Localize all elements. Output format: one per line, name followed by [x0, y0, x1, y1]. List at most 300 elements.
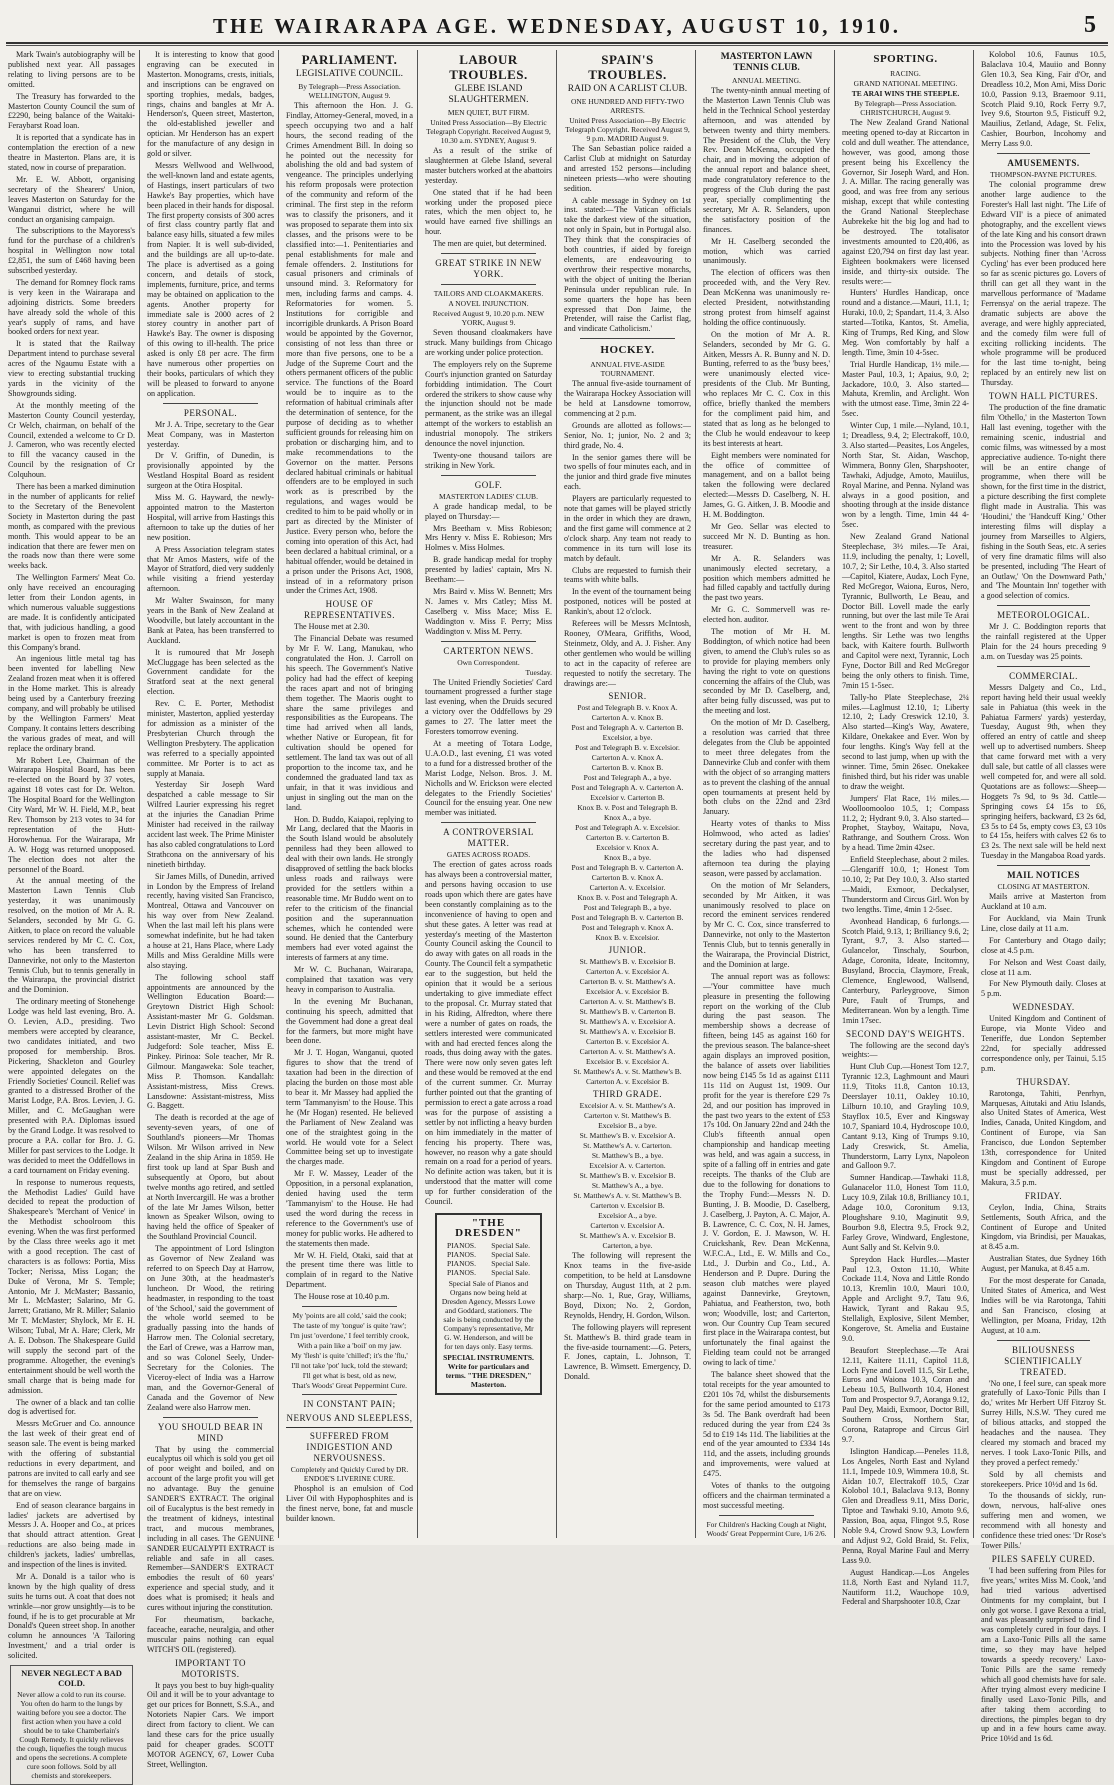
mail-paragraph: Mails arrive at Masterton from Auckland at 10 a.m. — [981, 892, 1106, 912]
tennis-paragraph: The balance sheet showed that the total receipts for the year amounted to £201 10s 7d, whilst the disbursements for the same period amounted to £173 3s 5d. The Bank overdraft had been reduced during the year from £24 3s 5d to £19 14s 11d. The liabilities at the end of the year amounted to £334 14s 11d, and the assets, including grounds and improvements, were valued at £475. — [703, 1370, 830, 1479]
dresden-lines — [441, 1239, 536, 1279]
race-result: Trial Hurdle Handicap, 1½ mile.—Master Paul, 10.3, 1; Apaius, 9.0, 2; Jackadore, 10.0, 3. Also started—Mahuta, Kremlin, and Arclight. Won with the utmost ease. Time, 3min 22 4-5sec. — [842, 359, 969, 419]
section-rule — [441, 253, 536, 254]
draw-line: Carterton A. v. St. Matthew's B. — [579, 997, 676, 1007]
news-paragraph: Mr. E. W. Abbott, organising secretary of the Shearers' Union, leaves Masterton on Saturday for the Wanganui district, where he will conduct an organising campaign. — [8, 174, 135, 224]
news-paragraph: The subscriptions to the Mayoress's fund for the purchase of a children's hospital in Wellington now total £2,851, the sum of £468 having been subscribed yesterday. — [8, 226, 135, 276]
col2-paragraphs — [147, 50, 274, 399]
draw-line: Excelsior A. v. Carterton. — [589, 1161, 666, 1171]
gates-paragraph: The erection of gates across roads has always been a controversial matter, and persons having occasion to use roads upon which there are gates have been constantly complaining as to the inconvenience of having to open and shut these gates. A letter was read at yesterday's meeting of the Masterton County Council asking the Council to do away with gates on all roads in the County. The Council felt a sympathetic ear to the suggestion, but held the opinion that it would be a serious undertaking to give immediate effect to the proposal. Cr. Murray stated that in his Riding, Alfredton, where there were a number of gates on roads, the settlers interested were communicated with and had erected fences along the roads, thus doing away with the gates. There were now only seven gates left and these would be removed at the end of the current summer. Cr. Murray further pointed out that the granting of permission to erect a gate across a road was for the purpose of assisting a settler by not inflicting a heavy burden on him immediately in the matter of fencing his property. There was, however, no reason why a gate should remain on a road for a period of years. No definite action was taken, but it is understood that the matter will come up for further consideration of the Council. — [425, 860, 553, 1207]
men-quiet-heading: MEN QUIET, BUT FIRM. — [447, 108, 530, 117]
draw-line: Knox B. v. Post and Telegraph B. — [577, 803, 678, 813]
constant-pain-heading: IN CONSTANT PAIN; — [303, 1399, 396, 1410]
carlist-raid-heading: RAID ON A CARLIST CLUB. — [567, 84, 688, 94]
verse-line: I'm just 'overdone,' I feel terribly crook, — [289, 1331, 409, 1341]
verse-line: My 'flesh' is quite 'chilled'; it's the 'flu,' — [291, 1351, 408, 1361]
tennis-paragraph: On the motion of Mr A. R. Selanders, seconded by Mr G. G. Aitken, Messrs A. R. Bunny and N. D. Bunting, referred to as the 'busy bees,' were unanimously elected vice-presidents of the Club. Mr Bunting, who replaces Mr C. C. Cox in this office, briefly thanked the members for the compliment paid him, and stated that as long as he belonged to the Club he would endeavour to keep its best interests at heart. — [703, 329, 830, 448]
sporting-heading: SPORTING. — [873, 53, 938, 65]
draw-line: Post and Telegraph A. v. Carterton B. — [571, 723, 684, 733]
strike-paragraph: Twenty-one thousand tailors are striking in New York. — [425, 450, 552, 470]
eucalyptus-ad-title: YOU SHOULD BEAR IN MIND — [157, 1421, 264, 1443]
hockey-heading: HOCKEY. — [600, 344, 655, 357]
town-hall-paragraph: The production of the fine dramatic film 'Othello,' in the Masterton Town Hall last evening, together with the remaining scenic, industrial and comic films, was witnessed by a most appreciative audience. To-night there will be an entire change of programme, when there will be shown, for the first time in the district, a picture describing the first complete flight made in Australia. This was 'Houdini,' the 'Handcuff King.' Other interesting films will display a journey from Marseilles to Algiers, fishing in the South Seas, etc. A series of very fine dramatic films will also be presented, including 'The Heart of an Outlaw,' 'On the Downward Path,' and 'The Mountain Inn' together with a good selection of comics. — [981, 403, 1106, 601]
commercial-report: Messrs Dalgety and Co., Ltd., report having held their usual weekly sale in Pahiatua (this week in the Pahiatua Farmers' yards) yesterday, Tuesday, August 9th, when they offered an entry of cattle and sheep well up to advertised numbers. Sheep that came forward met with a very dull sale, but cattle of all classes were well competed for, and were all sold. Quotations are as follows:—Sheep—Hoggets 7s 9d, to 9s 3d. Cattle—Springing cows £4 15s to £6, springing heifers, backward, £3 2s 6d, £3 5s to £4 5s, empty cows £3, £3 10s to £4 15s, heifers with calves £2 6s to £3 2s. The next sale will be held next Tuesday in the Mangaboa Road yards. — [981, 682, 1106, 861]
news-paragraph: Mark Twain's autobiography will be published next year. All passages relating to living persons are to be omitted. — [8, 50, 135, 89]
mail-paragraph: For Nelson and West Coast daily, close at 11 a.m. — [981, 957, 1106, 977]
controversial-heading: A CONTROVERSIAL MATTER. — [443, 827, 534, 849]
spain-byline: United Press Association—By Electric Telegraph Copyright. Received August 9, 9 p.m. MADRID August 9. — [565, 116, 690, 143]
hockey-paragraphs — [564, 379, 691, 688]
draw-line: Excelsior v. Knox A. — [596, 843, 659, 853]
personal-paragraph: The following school staff appointments are announced by the Wellington Education Board:—Greytown District High School: Assistant-master Mr G. Goldsman. Levin District High School: Second assistant-master, Mr C. Beckel. Judgeford: Sole teacher, Miss E. Pinkey. Pirinoa: Sole teacher, Mr R. Gilmour. Mangaweka: Sole teacher, Miss P. Thomson. Kandallah: Assistant-mistress, Miss Crews. Lansdowne: Assistant-mistress, Miss G. Baggett. — [147, 972, 274, 1111]
thursday-heading: THURSDAY. — [1016, 1076, 1071, 1087]
news-paragraph: An ingenious little metal tag has been invented for labelling New Zealand frozen meat when it is offered in the Home market. This is already being used by a Canterbury freezing company, and will probably be utilised by the Wellington Farmers' Meat Company. It contains letters describing the various grades of meat, and will replace the ordinary brand. — [8, 654, 135, 753]
column-4 — [421, 50, 556, 1538]
strike-paragraph: The employers rely on the Supreme Court's injunction granted on Saturday forbidding intimidation. The Court ordered the strikers to show cause why the injunction should not be made permanent, as the strike was an illegal attempt of the workers to establish an industrial monopoly. The strikers denounce the novel injunction. — [425, 359, 552, 449]
column-1 — [4, 50, 139, 1780]
news-paragraph: The Treasury has forwarded to the Masterton County Council the sum of £2290, being balance of the Waitaki-Feraybarst Road loan. — [8, 91, 135, 131]
weights-paragraph: Islington Handicap.—Peneles 11.8, Los Angeles, North East and Nyland 11.1, Impede 10.9, Wimmera 10.8, St. Aidan 10.7, Electrakoff 10.5, Czar Kolobol 10.1, Balaclava 9.13, Bonny Glen and Dreadless 9.11, Miss Doric, Tiptoe and Tawhaki 9.10, Amoto 9.6, Passion, Boa, aqua, Flingot 9.5, Rose Noble 9.4, Crowd Snow 9.3, Lowfern and Adjust 9.2, Gold Braid, St. Felix, Penna, Royal Marine Faul and Merry Lass 9.0. — [842, 1446, 969, 1565]
wednesday-mail: United Kingdom and Continent of Europe, via Monte Video and Teneriffe, due London September 22nd, for specially addressed correspondence only, per Tainui, 5.15 p.m. — [981, 1014, 1106, 1073]
hockey-paragraph: The annual five-aside tournament of the Wairarapa Hockey Association will be held at Lansdowne tomorrow, commencing at 2 p.m. — [564, 379, 691, 418]
race-result: Avonhead Handicap, 6 furlongs.—Scotch Plaid, 9.13, 1; Brilliancy 9.6, 2; Tyrant, 9.7, 3. Also started—Gulancelor, Tinschaly, Sourbon, Adage, Coronita, Ideate, Incitomny, Busyland, Broccia, Claymore, Freak, Clemence, Englewood, Wallsend, Canterbury, Parleygroove, Simon Pure, Fault of Trumps, and Mediterranean. Won by a length. Time 1min 17sec. — [842, 916, 969, 1025]
golf-heading: GOLF. — [474, 479, 503, 490]
dresden-pianos — [447, 1241, 476, 1277]
meteorological-heading: METEOROLOGICAL. — [997, 610, 1090, 621]
dresden-piano-line: PIANOS. — [447, 1249, 476, 1259]
draw-line: Excelsior A. v. Excelsior B. — [585, 987, 670, 997]
dresden-sale-line: Special Sale. — [491, 1249, 530, 1259]
race-result: The New Zealand Grand National meeting opened to-day at Riccarton in cold and dull weather. The attendance, however, was good, among those present being his Excellency the Governor, Sir Joseph Ward, and Hon. J. A. Millar. The racing generally was good, and was free from any serious mishap, except that while contesting the Grand National Steeplechase Aubrekeke hit the big log and had to be destroyed. The totalisator investments amounted to £20,406, as against £20,794 on first day last year. Eighteen bookmakers were licensed inside, and thirty-six outside. The results were:— — [842, 118, 969, 286]
race-result: Jumpers' Flat Race, 1½ miles.—Woolloomooloo 10.5, 1; Compass 11.2, 2; Hydrant 9.0, 3. Also started—Prophet, Stayboy, Waitapu, Nova, Rathrange, and Southern Cross. Won by a head. Time 2min 42sec. — [842, 793, 969, 853]
section-rule — [997, 666, 1090, 667]
carterton-paragraph: At a meeting of Totara Lodge, U.A.O.D., last evening, £1 was voted to a fund for a distressed brother of the Marist Lodge, Nelson. Bros. J. M. Nicholls and W. Erickson were elected delegates to the Friendly Societies' Council for the ensuing year. One new member was initiated. — [425, 738, 552, 818]
column-7 — [838, 50, 973, 1607]
column-3 — [282, 50, 417, 1538]
golf-paragraph: A grade handicap medal, to be played on Thursday:— — [425, 501, 552, 521]
mail-paragraph: For New Plymouth daily. Closes at 5 p.m. — [981, 979, 1106, 999]
tailors-heading: TAILORS AND CLOAKMAKERS. — [433, 289, 544, 299]
friday-mail-canada: For the most desperate for Canada, United States of America, and West Indies will be via Rarotonga, Tahiti and San Francisco, closing at Wellington, per Moana, Friday, 12th August, at 10 a.m. — [981, 1276, 1106, 1335]
golf-paragraphs — [425, 502, 552, 637]
hockey-paragraph: In the event of the tournament being postponed, notices will be posted at Rankin's, about 12 o'clock. — [564, 587, 691, 617]
draw-line: Post and Telegraph v. Knox A. — [581, 923, 674, 933]
draw-line: St. Matthew's B. v. Carterton B. — [579, 1007, 676, 1017]
draw-line: Excelsior B. v. Excelsior A. — [585, 1057, 670, 1067]
arrests-heading: ONE HUNDRED AND FIFTY-TWO ARRESTS. — [570, 97, 685, 115]
draw-line: St. Matthew's A. v. Carterton. — [583, 1141, 672, 1151]
biliousness-paragraph: 'No one, I feel sure, can speak more gratefully of Laxo-Tonic Pills than I do,' writes Mr Herbert Uff Fitzroy St. Surrey Hills, N.S.W. 'They cured me of bilious attacks, and stopped the headaches and the nausea. They cleared my stomach and braced my nerves. I took Laxo-Tonic Pills, and they proved a perfect remedy.' — [981, 1378, 1106, 1467]
draw-line: Carterton B. v. Carterton B. — [585, 833, 670, 843]
weights-paragraph: Hunt Club Cup.—Honest Tom 12.7, Tyrannic 12.3, Laghmount and Mauri 11.9, Titoks 11.8, Canton 10.13, Deerslayer 10.11, Oakley 10.10, Lilburn 10.10, and Grayling 10.9, Stayflox 10.5, Ever and Kingsway 10.7, Spaniard 10.4, Hydroscope 10.0, Cantant 9.13, King of Trumps 9.10, Lady Creswick, St. Amelia, Thunderstorm, Larry Lynx, Napoleon and Galloon 9.7. — [842, 1062, 969, 1171]
draw-line: Carterton, a bye. — [602, 1241, 653, 1251]
third-grade-heading: THIRD GRADE. — [593, 1089, 662, 1100]
masthead-rule — [6, 42, 1108, 44]
carterton-correspondent: Own Correspondent. — [457, 657, 520, 667]
labour-paragraph: The men are quiet, but determined. — [433, 239, 547, 249]
closing-heading: CLOSING AT MASTERTON. — [997, 882, 1090, 892]
new-york-strike-heading: GREAT STRIKE IN NEW YORK. — [435, 258, 542, 280]
labour-paragraph: As a result of the strike of slaughtermen at Glebe Island, several master butchers worked at the abattoirs yesterday. — [425, 146, 552, 185]
piles-heading: PILES SAFELY CURED. — [991, 1553, 1096, 1564]
masthead — [0, 10, 1114, 44]
news-paragraph: End of season clearance bargains in ladies' jackets are advertised by Messrs J. A. Hooper and Co., at prices that should attract attention. Great reductions are also being made in children's jackets, ladies' umbrellas, and inspection of the lines is invited. — [8, 1500, 135, 1570]
column-2 — [143, 50, 278, 1769]
masthead-title: THE WAIRARAPA AGE. WEDNESDAY, AUGUST 10, 1910. — [212, 14, 902, 38]
divider — [286, 1427, 413, 1428]
phosphol-text: Phosphol is an emulsion of Cod Liver Oil with Hypophosphites and is the finest nerve, bone, fat and muscle builder known. — [286, 1484, 413, 1523]
column-rule — [278, 50, 279, 1538]
tennis-paragraph: The twenty-ninth annual meeting of the Masterton Lawn Tennis Club was held in the Technical School yesterday afternoon, and was attended by between twenty and thirty members. The President of the Club, the Very Rev. Dean McKenna, occupied the chair, and in moving the adoption of the annual report and balance sheet, made congratulatory reference to the progress of the Club during the past year, specially complimenting the secretary, Mr A. R. Selanders, upon the satisfactory position of the finances. — [703, 86, 830, 234]
draw-line: Excelsior B., a bye. — [598, 1121, 657, 1131]
racing-heading: RACING. — [890, 69, 921, 78]
labour-byline: United Press Association—By Electric Telegraph Copyright. Received August 9, 10.30 a.m. SYDNEY, August 9. — [426, 118, 551, 145]
nervous-heading: NERVOUS AND SLEEPLESS, — [286, 1413, 413, 1424]
verse-line: My 'points are all cold,' said the cook; — [292, 1311, 407, 1321]
draw-line: Excelsior A. v. St. Matthew's A. — [579, 1101, 676, 1111]
parliament-byline: By Telegraph—Press Association. WELLINGTON, August 9. — [298, 82, 401, 100]
labour-paragraph: One stated that if he had been working under the proposed piece rates, which the men object to, he would have earned five shillings an hour. — [425, 187, 552, 237]
strike-paragraphs — [425, 328, 552, 471]
annual-meeting-heading: ANNUAL MEETING. — [732, 76, 801, 85]
golf-subheading: MASTERTON LADIES' CLUB. — [439, 491, 538, 501]
personal-paragraph: Rev. C. E. Porter, Methodist minister, Masterton, applied yesterday for admission as a minister of the Presbyterian Church through the Wellington Presbytery. The application was referred to a specially appointed committee. Mr Porter is to act as supply at Manaia. — [147, 699, 274, 778]
personal-paragraphs — [147, 420, 274, 1413]
news-paragraph: The ordinary meeting of Stonehenge Lodge was held last evening, Bro. A. O. Levien, A.D., presiding. Two members were accepted by clearance, two candidates initiated, and two proposed for membership. Bros. Pickering, Shackleton and Gourley were appointed delegates on the Friendly Societies' Council. Relief was granted to a distressed Brother of the Marist Lodge, P.A. Bros. Levien, J. G. Miller, and C. McGaughan were presented with P.A. Diplomas issued by the Grand Lodge. It was resolved to procure a P.A. collar for Bro. J. G. Miller for past services to the Lodge. It was decided to meet the Oddfellows in a card tournament on Friday evening. — [8, 997, 135, 1175]
column-rule — [834, 50, 835, 1538]
draw-line: Excelsior v. Carterton B. — [590, 793, 665, 803]
section-rule — [302, 1306, 397, 1307]
strike-byline: Received August 9, 10.20 p.m. NEW YORK, August 9. — [432, 309, 545, 328]
junior-heading: JUNIOR. — [608, 945, 647, 956]
draw-line: Post and Telegraph B. v. Excelsior. — [575, 743, 680, 753]
spain-paragraphs — [564, 144, 691, 334]
draw-line: Post and Telegraph A. v. Excelsior. — [575, 823, 680, 833]
thursday-mail: Rarotonga, Tahiti, Penrhyn, Marquesas, Aitutaki and Atiu Islands, also United States of America, West Indies, Canada, United Kingdom, and Continent of Europe, via San Francisco, due London September 13th, correspondence for United Kingdom and Continent of Europe must be specially addressed, per Makura, 3.5 p.m. — [981, 1088, 1106, 1187]
draw-line: Carterton A. v. St. Matthew's A. — [579, 1047, 676, 1057]
tennis-paragraph: The election of officers was then proceeded with, and the Very Rev. Dean McKenna was unanimously re-elected President, notwithstanding strong protest from himself against holding the office continuously. — [703, 268, 830, 327]
draw-line: Excelsior A., a bye. — [598, 1211, 657, 1221]
weights-paragraph: Beaufort Steeplechase.—Te Arai 12.11, Kaitere 11.11, Capitol 11.8, Loch Fyne and Lovell 11.5, Sir Lethe, Euros and Waiona 10.3, Coran and Lebeau 10.5, Bullworth 10.4, Honest Tom and Prospector 9.7, Aoranga 9.12, Paul Dey, Maidi, Exmoor, Doctor Bill, Southern Cross, Northern Star, Corona, Rataprope and Circus Girl 9.7. — [842, 1345, 969, 1444]
racing-byline: By Telegraph—Press Association. CHRISTCHURCH, August 9. — [854, 99, 957, 117]
dresden-sale-line: Special Sale. — [491, 1267, 530, 1277]
carterton-paragraphs — [425, 678, 552, 819]
draw-line: St. Matthew's A. v. Excelsior A. — [579, 1017, 676, 1027]
draw-line: Knox B. v. Excelsior. — [595, 933, 660, 943]
dresden-sales — [491, 1241, 530, 1277]
personal-paragraph: A Press Association telegram states that Mr Amos Masters, wife of the Mayor of Stratford, died very suddenly while visiting a friend yesterday afternoon. — [147, 544, 274, 594]
biliousness-paragraph: To the thousands of sickly, run-down, nervous, half-alive ones suffering men and women, we recommend with all honesty and confidence these tried ones: 'Dr Rose's Tower Pills.' — [981, 1491, 1106, 1550]
section-rule — [163, 403, 258, 404]
column-rule — [973, 50, 974, 1538]
news-paragraph: There has been a marked diminution in the number of applicants for relief to the Secretary of the Benevolent Society in Masterton during the past month, as compared with the previous month. This would appear to be an indication that there are fewer men on the roads now than there were some weeks back. — [8, 482, 135, 571]
draw-line: St. Matthew's A. v. Excelsior B. — [579, 1027, 676, 1037]
dresden-piano-line: PIANOS. — [447, 1258, 476, 1268]
section-rule — [997, 865, 1090, 866]
tennis-paragraph: Mr A. R. Selanders was unanimously elected secretary, a position which members admitted he had filled capably and tactfully during the past two years. — [703, 553, 830, 603]
race-result: Winter Cup, 1 mile.—Nyland, 10.1, 1; Dreadless, 9.4, 2; Electrakoff, 10.0, 3. Also started—Peasites, Los Angeles, North Star, St. Aidan, Waschop, Wimmera, Bonny Glen, Sharpshooter, Tawhaki, Adjudge, Amoto, Mauiilus, Royal Marine, and Penna. Nyland was always in a good position, and shooting through at the inside distance won by a length. Time, 1min 44 4-5sec. — [842, 421, 970, 530]
house-paragraph: The House rose at 10.40 p.m. — [294, 1292, 390, 1302]
section-rule — [441, 822, 536, 823]
commercial-heading: COMMERCIAL. — [1009, 670, 1078, 681]
gates-paragraphs — [425, 860, 552, 1207]
golf-paragraph: Mrs Baird v. Miss W. Bennett; Mrs N. James v. Mrs Catley; Miss M. Caselberg v. Miss Mace; Miss E. Waddington v. Miss F. Perry; Miss Waddington v. Miss M. Perry. — [425, 587, 552, 636]
draw-line: Carterton v. Excelsior B. — [590, 1201, 665, 1211]
st-matthews-team: The following players will represent St. Matthew's B. third grade team in the five-aside tournament:—G. Peters, F. Jones, captain, L. Johnson, T. Lawrence, B. Wimsett. Emergency, D. Donald. — [564, 1322, 691, 1382]
tennis-paragraphs — [703, 86, 830, 1511]
column-rule — [139, 50, 140, 1538]
personal-paragraph: Sir James Mills, of Dunedin, arrived in London by the Empress of Ireland recently, having visited San Francisco, Montreal, Ottawa and Vancouver on his way over from New Zealand. When the last mail left his plans were somewhat indefinite, but he had taken a house at 21, Hans Place, where Lady Mills and Miss Geraldine Mills were also staying. — [147, 871, 274, 970]
mail-notices-heading: MAIL NOTICES — [1007, 870, 1080, 881]
carterton-heading: CARTERTON NEWS. — [443, 645, 534, 656]
spain-paragraph: A cable message in Sydney on 1st inst. stated:—'The Vatican officials take the darkest view of the situation, not only in Spain, but in Portugal also. They think that the conspiracies of both countries, if aided by foreign elements, are endeavouring to overthrow their respective monarchs, with the object of uniting the Iberian Peninsula under republican rule. In some quarters the hope has been expressed that Don Jaime, the Pretender, will raise the Carlist flag, and vindicate Catholicism.' — [564, 195, 691, 334]
thompson-payne-heading: THOMPSON-PAYNE PICTURES. — [990, 170, 1097, 180]
wednesday-heading: WEDNESDAY. — [1012, 1002, 1075, 1013]
tennis-paragraph: Mr H. Caselberg seconded the motion, which was carried unanimously. — [703, 236, 830, 266]
witch-oil-ad: For rheumatism, backache, faceache, earache, neuralgia, and other muscular pains nothing can equal WITCH'S OIL (registered). — [147, 1614, 274, 1654]
hockey-paragraph: Clubs are requested to furnish their teams with white balls. — [564, 565, 691, 585]
dresden-sale-line: Special Sale. — [491, 1240, 530, 1250]
strike-paragraph: Seven thousand cloakmakers have struck. Many buildings from Chicago are working under police protection. — [425, 328, 552, 357]
racing-results — [842, 118, 969, 1026]
news-paragraph: It is stated that the Railway Department intend to purchase several acres of the Ngaumu Estate with a view to erecting substantial trucking yards in the vicinity of the Showgrounds siding. — [8, 339, 135, 398]
masthead-rule-secondary — [6, 45, 1108, 46]
draw-line: Carterton B. v. Knox A. — [591, 873, 664, 883]
mail-paragraph: For Auckland, via Main Trunk Line, close daily at 11 a.m. — [981, 913, 1106, 933]
column-rule — [417, 50, 418, 1538]
draw-line: St. Matthew's A. v. St. Matthew's B. — [573, 1067, 682, 1077]
house-paragraph: The House met at 2.30. — [294, 622, 370, 632]
tennis-paragraph: The annual report was as follows:—'Your committee have much pleasure in presenting the following report on the working of the Club during the past season. The membership shows a decrease of fifteen, being 145 as against 160 for the previous season. The balance-sheet again displays an improved position, the balance of assets over liabilities now being £145 5s 1d as against £111 11s 11d on August 1st, 1909. Our profit for the year is therefore £29 7s 2d, and our position has improved in the past two years to the extent of £53 17s 10d. On January 22nd and 24th the Club's fifteenth annual open championship and handicap meeting was held, and was again a success, in spite of a falling off in entries and gate receipts. The thanks of the Club are due to the following for donations to the Trophy Fund:—Messrs N. D. Bunting, J. B. Moodie, D. Caselberg, J. Caselberg, J. Payton, A. C. Major, A. B. Lawrence, C. C. Cox, N. H. James, J. V. Gordon, E. J. Mawson, W. H. Cruickshank, Rev. Dean McKenna, W.F.C.A., Ltd., E. W. Mills and Co., Ltd., J. Durbin and Co., Ltd., A. Henderson and P. Dupre. During the season club matches were played against Dannevirke, Greytown, Pahiatua, and Featherston, two, both won; Woodville, lost; and Carterton, won. Our Country Cup Team secured first place in the Wairarapa contest, but unfortunately the final against the Fielding team could not be arranged owing to lack of time.' — [703, 971, 831, 1368]
column-6 — [699, 50, 834, 1538]
dresden-text: Special Sale of Pianos and Organs now being held at Dresden Agency, Messrs Lowe and Goddard, stationers. The sale is being conducted by the Company's representative, Mr G. W. Henderson, and will be for ten days only. Easy terms. — [441, 1278, 536, 1351]
tennis-paragraph: The motion of Mr H. M. Boddington, of which notice had been given, to amend the Club's rules so as to provide for playing members only having the right to vote on questions concerning the affairs of the Club, was seconded by Mr D. Caselberg, and, after being fully discussed, was put to the meeting and lost. — [703, 627, 830, 716]
race-result: Tally-ho Plate Steeplechase, 2¼ miles.—Laglmust 12.10, 1; Liberty 12.10, 2; Lady Creswick 12.10, 3. Also started—King's Way, Awatere, Kildare, Onekakee and Ever. Won by four lengths. King's Way fell at the second to last jump, when up with the winner. Time, 5min 26sec. Onekakee finished third, but his rider was unable to draw the weight. — [842, 692, 969, 791]
weights-paragraph: The following are the second day's weights:— — [842, 1040, 969, 1060]
hockey-paragraph: Grounds are allotted as follows:—Senior, No. 1; junior, No. 2 and 3; third grade, No. 4. — [564, 420, 691, 450]
section-rule — [997, 1340, 1090, 1341]
hockey-paragraph: In the senior games there will be two spells of four minutes each, and in the junior and third grade five minutes each. — [564, 452, 691, 492]
personal-paragraph: The appointment of Lord Islington as Governor of New Zealand was referred to on Speech Day at Harrow, on June 30th, at the headmaster's luncheon. Dr Wood, the retiring headmaster, in responding to the toast of 'the School,' said the government of the whole world seemed to be gradually passing into the hands of Harrow men. The Colonial secretary, the Earl of Crewe, was a Harrow man, and so was Colonel Seely, Under-Secretary for the Colonies. The Viceroy-elect of India was a Harrow man, and the Governor-General of Canada and the Governor of New Zealand were also Harrow men. — [147, 1244, 274, 1412]
house-paragraph: Mr J. T. Hogan, Wanganui, quoted figures to show that the trend of taxation had been in the direction of placing the burden on those most able to bear it. Mr Massey had applied the term 'Tammanyism' to the House. This he (Mr Hogan) resented. He believed the Parliament of New Zealand was one of the straightest going in the world. He would vote for a Select Committee being set up to investigate the charges made. — [286, 1048, 413, 1167]
column-rule — [556, 50, 557, 1538]
house-paragraphs — [286, 622, 413, 1302]
draw-line: St. Matthew's A. v. St. Matthew's B. — [573, 1191, 682, 1201]
novel-injunction-heading: A NOVEL INJUNCTION. — [448, 299, 529, 309]
golf-paragraph: Mrs Beetham v. Miss Robieson; Mrs Henry v. Miss E. Robieson; Mrs Holmes v. Miss Holmes. — [425, 523, 552, 553]
labour-troubles-heading: LABOUR TROUBLES. — [449, 52, 528, 82]
parliament-paragraphs — [286, 101, 413, 596]
draw-line: Carterton B. v. Excelsior A. — [585, 1037, 670, 1047]
dresden-title: "THE DRESDEN" — [455, 1216, 522, 1239]
hockey-subheading: ANNUAL FIVE-ASIDE TOURNAMENT. — [590, 360, 665, 379]
hacking-cough-ad: For Children's Hacking Cough at Night, Woods' Great Peppermint Cure, 1/6 2/6. — [706, 1519, 827, 1538]
spains-troubles-heading: SPAIN'S TROUBLES. — [588, 52, 667, 82]
column-5 — [560, 50, 695, 1538]
verse-line: That's Woods' Great Peppermint Cure. — [291, 1381, 408, 1391]
draw-line: Carterton A. v. Knox A. — [591, 753, 664, 763]
section-rule — [163, 1417, 258, 1418]
draw-line: Knox B., a bye. — [603, 853, 652, 863]
draw-line: Knox A., a bye. — [603, 813, 652, 823]
grand-national-heading: GRAND NATIONAL MEETING. — [853, 79, 958, 88]
draw-line: Carterton B. v. Knox B. — [591, 763, 664, 773]
draw-line: Knox B. v. Post and Telegraph A. — [577, 893, 678, 903]
personal-paragraph: The death is recorded at the age of seventy-seven years, of one of Southland's pioneers—Mr Thomas Wilson. Mr Wilson arrived in New Zealand in the ship Arina in 1859. He first took up land at Spar Bush and subsequently at Oporo, but about twelve months ago retired, and settled at North Invercargill. He was a brother of the late Mr James Wilson, better known as Speaker Wilson, owing to having held the office of Speaker of the Southland Provincial Council. — [147, 1113, 274, 1242]
news-paragraph: Mr A. Donald is a tailor who is known by the high quality of dress suits he turns out. A coat that does not wrinkle—nor grow unsightly—is to be found, if he is to get procurable at Mr Donald's Queen street shop. In another column he announces 'A Tailoring Investment,' and a trial order is solicited. — [8, 1571, 135, 1661]
cold-remedy-ad — [10, 1665, 133, 1785]
ad-title: NEVER NEGLECT A BAD COLD. — [21, 1668, 122, 1688]
weights-paragraph: Spreydon Hack Hurdles.—Master Paul 12.3, Oxton 11.10, White Cockade 11.4, Nova and Little Rondo 10.13, Kremlin 10.0, Mauri 10.0, Apple and Arclight 9.7, Tatu 9.6, Hawick, Tyrant and Rakau 9.5, Stellaligh, Explosive, Silent Member, Kongerove, St. Amelia and Eustaine 9.0. — [842, 1254, 969, 1343]
junior-draw — [564, 957, 691, 1086]
race-result: Hunters' Hurdles Handicap, once round and a distance.—Mauri, 11.1, 1; Huraki, 10.0, 2; Spandart, 11.4, 3. Also started—Totika, Kantos, St. Amelia, King of Trumps, Red King, and Slow Meg. Won comfortably by half a length. Time, 3min 10 4-5sec. — [842, 288, 969, 357]
house-heading: HOUSE OF REPRESENTATIVES. — [303, 599, 396, 621]
senior-heading: SENIOR. — [608, 691, 647, 702]
weights-paragraph: Sumner Handicap.—Tawhaki 11.8, Gulanacelor 11.0, Honest Tom 11.0, Lucy 10.9, Zilak 10.8, Brilliancy 10.1, Adage 10.0, Coronitum 9.13, Ploughshare 9.10, Maginutit 9.9, Bourbon 9.8, Electra 9.5, Frock 9.2, Farley Grove, Windward, Englestone, Aunt Sally and St. Kelvin 9.0. — [842, 1173, 969, 1252]
tennis-club-heading: MASTERTON LAWN TENNIS CLUB. — [720, 52, 813, 73]
town-hall-paragraphs — [981, 403, 1106, 601]
draw-line: Post and Telegraph B., a bye. — [583, 903, 672, 913]
town-hall-heading: TOWN HALL PICTURES. — [988, 391, 1099, 402]
biliousness-paragraph: Sold by all chemists and storekeepers. Price 10½d and 1s 6d. — [981, 1469, 1106, 1489]
legislative-council-heading: LEGISLATIVE COUNCIL. — [295, 69, 404, 79]
personal-paragraph: It is rumoured that Mr Joseph McCluggage has been selected as the Government candidate for the Stratford seat at the next general election. — [147, 647, 274, 697]
personal-paragraph: Miss M. G. Hayward, the newly-appointed matron to the Masterton Hospital, will arrive from Hastings this afternoon to take up the duties of her new position. — [147, 493, 274, 542]
news-paragraph: Mr Robert Lee, Chairman of the Wairarapa Hospital Board, has been re-elected on the Board by 37 votes, against 18 votes cast for Dr. Welton. The Hospital Board for the Wellington City Ward, Mr W. H. Field, M.P., beat Rev. Thomson by 213 votes to 34 for representation of the Hutt-Horowhenua. For the Wairarapa, Mr A. W. Hogg was returned unopposed. The election does not alter the personnel of the Board. — [8, 755, 135, 874]
knox-teams: The following will represent the Knox teams in the five-aside competition, to be held at Lansdowne on Thursday, August 11th, at 2 p.m. sharp:—No. 1, Rue, Gray, Williams, Boyd, Dixon; No. 2, Gordon, Reynolds, Hendry, H. Gordon, Wilson. — [564, 1251, 691, 1320]
dresden-piano-line: PIANOS. — [447, 1240, 476, 1250]
draw-line: Carterton v. St. Matthew's B. — [584, 1111, 671, 1121]
eucalyptus-ad-text: That by using the commercial eucalyptus oil which is sold you get oil of poor weight and boiled, and on account of the large profit you will get no advantage. Buy the genuine SANDER'S EXTRACT. The original oil of Eucalyptus is the best remedy in the treatment of kidneys, intestinal tract, and mucous membranes, including in all cases. The GENUINE SANDER EUCALYPTI EXTRACT is reliable and safe in all cases. Remember—SANDER'S EXTRACT embodies the result of 60 years' experience and special study, and it does what is promised; it heals and cures without injuring the constitution. — [147, 1444, 274, 1613]
biliousness-paragraphs — [981, 1379, 1106, 1551]
weights-paragraph: August Handicap.—Los Angeles 11.8, North East and Nyland 11.7, Nautiform 11.2, Wauchope 10.9, Federal and Sharpshooter 10.8, Czar — [842, 1567, 969, 1607]
dresden-ad — [435, 1213, 542, 1395]
news-paragraph: It is interesting to know that good engraving can be executed in Masterton. Monograms, crests, initials, and inscriptions can be engraved on sporting trophies, medals, badges, rings, chains and bangles at Mr A. Henderson's, Queen street, Masterton, the old-established jeweller and optician. Mr Henderson has an expert for the manufacture of any design in gold or silver. — [147, 50, 274, 159]
te-arai-heading: TE ARAI WINS THE STEEPLE. — [851, 89, 960, 98]
cured-line: Completely and Quickly Cured by DR. ENDOE'S LIVERINE CURE. — [290, 1465, 409, 1484]
tennis-paragraph: Mr G. C. Sommervell was re-elected hon. auditor. — [703, 605, 830, 625]
draw-line: Carterton A. v. Knox B. — [591, 713, 664, 723]
hockey-paragraph: Players are particularly requested to note that games will be played strictly in the order in which they are drawn, and the first game will commence at 2 o'clock sharp. Any team not ready to commence in its turn will lose its match by default. — [564, 494, 691, 563]
second-day-weights — [842, 1041, 969, 1608]
motorists-ad-title: IMPORTANT TO MOTORISTS. — [175, 1657, 246, 1679]
verse-line: I'll get what is best, old as new, — [302, 1371, 397, 1381]
friday-mail: Ceylon, India, China, Straits Settlements, South Africa, and the Continent of Europe and United Kingdom, via Brindisi, per Mauakas, at 8.45 a.m. — [981, 1202, 1106, 1252]
senior-draw — [564, 703, 691, 942]
house-paragraph: Mr W. C. Buchanan, Wairarapa, complained that taxation was very heavy in comparison to Australia. — [286, 965, 413, 994]
draw-line: St. Matthew's B., a bye. — [591, 1151, 664, 1161]
race-result: New Zealand Grand National Steeplechase, 3½ miles.—Te Arai, 11.9, including the penalty, 1; Lovell, 10.7, 2; Sir Lethe, 10.4, 3. Also started—Capitol, Kiatere, Audax, Loch Fyne, Red McGregor, Waiona, Euros, Nero, Tyrannic, Bullworth, Le Beau, and Doctor Bill. Lovell made the early running, but over the last mile Te Arai went to the front and won by three lengths. Sir Lethe was two lengths back, with Kaitere fourth. Bullworth and Capitol were next, Tyrannic, Loch Fyne, Doctor Bill and Red McGregor being the only others to finish. Time, 7min 15 1-5sec. — [842, 532, 969, 690]
amusements-heading: AMUSEMENTS. — [1007, 158, 1080, 169]
personal-paragraph: Dr V. Griffin, of Dunedin, is provisionally appointed by the Westland Hospital Board as resident surgeon at the Otira Hospital. — [147, 451, 274, 491]
rainfall-report: Mr J. C. Boddington reports that the rainfall registered at the Upper Plain for the 24 hours preceding 9 a.m. on Tuesday was 25 points. — [981, 622, 1106, 661]
draw-line: Carterton B. v. St. Matthew's A. — [579, 977, 676, 987]
peppermint-verse — [286, 1311, 413, 1390]
house-paragraph: The Financial Debate was resumed by Mr F. W. Lang, Manukau, who congratulated the Hon. J. Carroll on his speech. The Government's Native policy had had the effect of keeping the races apart and not of bringing them together. The Maoris ought to share the same privileges and responsibilities as the Europeans. The time had arrived when all lands, whether Native or European, fit for cultivation should be opened for settlement. The land tax was out of all proportion to the income tax, and he condemned the graduated land tax as unfair, in that it was invidious and unjust in singling out the man on the land. — [286, 634, 413, 812]
third-grade-draw — [564, 1101, 691, 1250]
page-number: 5 — [1084, 12, 1096, 38]
section-rule — [302, 1394, 397, 1395]
carterton-day: Tuesday. — [525, 667, 552, 677]
draw-line: Post and Telegraph B. v. Carterton A. — [571, 863, 684, 873]
tennis-paragraph: Votes of thanks to the outgoing officers and the chairman terminated a most successful meeting. — [703, 1481, 830, 1510]
tennis-paragraph: Mr Geo. Sellar was elected to succeed Mr N. D. Bunting as hon. treasurer. — [703, 521, 830, 551]
house-paragraph: Mr W. H. Field, Otaki, said that at the present time there was little to complain of in regard to the Native Department. — [286, 1250, 413, 1290]
news-paragraph: The demand for Romney flock rams is very keen in the Wairarapa and adjoining districts. Some breeders have already sold the whole of this year's supply of rams, and have booked orders for next year. — [8, 277, 135, 337]
indigestion-heading: SUFFERED FROM INDIGESTION AND NERVOUSNESS. — [306, 1431, 393, 1464]
draw-line: Post and Telegraph B. v. Knox A. — [577, 703, 678, 713]
section-rule — [719, 1515, 814, 1516]
draw-line: Post and Telegraph A., a bye. — [583, 773, 672, 783]
golf-paragraph: B. grade handicap medal for trophy presented by ladies' captain, Mrs N. Beetham:— — [425, 555, 552, 585]
second-day-weights-heading: SECOND DAY'S WEIGHTS. — [846, 1028, 965, 1039]
section-rule — [441, 284, 536, 285]
tennis-paragraph: Eight members were nominated for the office of committee of management, and on a ballot being taken the following were declared elected:—Messrs D. Caselberg, N. H. James, G. G. Aitken, J. B. Moodie and H. M. Boddington. — [703, 450, 830, 520]
verse-line: With a pain like a 'boil' on my jaw. — [297, 1341, 402, 1351]
house-paragraph: In the evening Mr Buchanan, continuing his speech, admitted that the Government had done a great deal for the farmers, but more might have been done. — [286, 996, 413, 1046]
personal-paragraph: Mr J. A. Tripe, secretary to the Gear Meat Company, was in Masterton yesterday. — [147, 419, 274, 449]
mail-paragraphs — [981, 892, 1106, 999]
news-paragraph: At the annual meeting of the Masterton Lawn Tennis Club yesterday, it was unanimously resolved, on the motion of Mr A. R. Selanders, seconded by Mr G. G. Aitken, to place on record the valuable services rendered by Mr C. C. Cox, who has been transferred to Dannevirke, not only to the Masterton Tennis Club, but to tennis generally in the Wairarapa, the provincial district and the Dominion. — [8, 876, 135, 995]
section-rule — [441, 475, 536, 476]
personal-paragraph: Mr Walter Swainson, for many years in the Bank of New Zealand at Woodville, but lately accountant in the Bank at Patea, has been transferred to Auckland. — [147, 596, 274, 645]
spain-paragraph: The San Sebastian police raided a Carlist Club at midnight on Saturday and arrested 152 persons—including nineteen priests—who were shouting sedition. — [564, 144, 691, 193]
draw-line: St. Matthew's B. v. Excelsior B. — [579, 1171, 676, 1181]
section-rule — [997, 153, 1090, 154]
parliament-paragraph: This afternoon the Hon. J. G. Findlay, Attorney-General, moved, in a speech occupying two and a half hours, the second reading of the Crimes Amendment Bill. In doing so he pointed out the necessity for abolishing the old and bad system of vengeance. The principles underlying his reform proposals were protection of the community and reform of the criminal. The first step in the reform was to classify the prisoners, and it was proposed to separate them into six classes, and the prisons were to be classified into:—1. Penitentiaries and penal establishments for male and female offenders. 2. Institutions for casual prisoners and criminals of unsound mind. 3. Reformatory for men, including farms and camps. 4. Reformatories for women. 5. Institutions for corrigible and incorrigible drunkards. A Prison Board would be appointed by the Governor, consisting of not less than three or more than five persons, one to be a Judge of the Supreme Court and the others permanent officers of the public service. The functions of the Board would be to inquire as to the reformation of habitual criminals after the determination of sentence, for the purpose of deciding as to whether sufficient grounds for releasing him on probation or discharging him, and to make recommendations to the Governor on the matter. Persons declared habitual criminals or habitual offenders are to be employed in such work as is prescribed by the regulations, and wages would be credited to him to be paid wholly or in part as directed by the Minister of Justice. Every person who, before the coming into operation of this Act, had been declared a habitual criminal, or a habitual offender, would be detained in a prison under the Prisons Act, 1908, instead of in a reformatory prison under the Crimes Act, 1908. — [286, 101, 413, 596]
draw-line: St. Matthew's A. v. Excelsior B. — [579, 1231, 676, 1241]
draw-line: Carterton A. v. Excelsior A. — [585, 967, 670, 977]
personal-heading: PERSONAL. — [183, 407, 238, 418]
hockey-paragraph: Referees will be Messrs McIntosh, Rooney, O'Meara, Griffiths, Wood, Steinmetz, Oldy, and A. J. Fisher. Any other gentlemen who would be willing to act in the capacity of referee are requested to notify the secretary. The drawings are:— — [564, 619, 691, 688]
verse-line: I'll not take 'pot' luck, told the steward; — [291, 1361, 408, 1371]
draw-line: Excelsior, a bye. — [602, 733, 653, 743]
dresden-piano-line: PIANOS. — [447, 1267, 476, 1277]
draw-line: St. Matthew's A., a bye. — [591, 1181, 664, 1191]
biliousness-heading: BILIOUSNESS SCIENTIFICALLY TREATED. — [1004, 1344, 1083, 1377]
news-paragraph: It is reported that a syndicate has in contemplation the erection of a new theatre in Masterton. Plans are, it is stated, now in course of preparation. — [8, 133, 135, 172]
race-result: Enfield Steeplechase, about 2 miles.—Glengariff 10.0, 1; Honest Tom 10.10, 2; Pat Dey 10.0, 3. Also started—Maidi, Exmoor, Deckalyser, Thunderstorm and Circus Girl. Won by two lengths. Time, 4min 1 2-5sec. — [842, 855, 969, 914]
news-paragraph: In response to numerous requests, the Methodist Ladies' Guild have decided to repeat the production of Shakespeare's 'Merchant of Venice' in the Methodist schoolroom this evening. When the was first performed by the Class three weeks ago it met with a good reception. The cast of characters is as follows: Portia, Miss Tocker; Nerissa, Miss Logan; the Duke of Verona, Mr S. Temple; Antonio, Mr J. McMaster; Bassanio, Mr L. McMaster; Salarino, Mr G. Jarrett; Gratiano, Mr R. Miller; Salanio Mr T. McMaster; Shylock, Mr E. H. Wilson; Tubal, Mr A. Hare; Clerk, Mr A. E. Dobson. The Shakespeare Guild will supply the second part of the programme. Altogether, the evening's entertainment should be well worth the small charge that is being made for admission. — [8, 1177, 135, 1395]
house-paragraph: Hon. D. Buddo, Kaiapoi, replying to Mr Lang, declared that the Maoris in the South Island would be absolutely penniless had they been allowed to deal with their own lands. He strongly disapproved of settling the back blocks unless roads and railways were provided for the settlers within a reasonable time. Mr Buddo went on to refer to the criticism of the financial position and the superannuation schemes, which he contended were sound. He denied that the Canterbury members had ever voted against the interests of farmers at any time. — [286, 814, 413, 963]
news-paragraph: Messrs McGruer and Co. announce the last week of their great end of season sale. The event is being marked with the offering of substantial reductions in every department, and patrons are invited to call early and see for themselves the range of bargains that are on view. — [8, 1419, 135, 1498]
tennis-paragraph: Hearty votes of thanks to Miss Holmwood, who acted as ladies' secretary during the past year, and to the ladies who had dispensed afternoon tea during the playing season, were passed by acclamation. — [703, 819, 830, 878]
draw-line: Carterton v. Excelsior A. — [590, 1221, 665, 1231]
piles-text: 'I had been suffering from Piles for five years,' writes Miss M. Cook, 'and had tried various advertised Ointments for my complaint, but I only got worse. I gave Rexona a trial, and was pleasantly surprised to find I was completely cured in four days. I am a Laxo-Tonic Pills all the same time, so they may have helped towards a speedy recovery.' Laxo-Tonic Pills are the same remedy which all good chemists have for sale. After trying almost every medicine I finally used Laxo-Tonic Pills, and after taking them according to directions, the pimples began to dry up and in a few hours came away. Price 10½d and 1s 6d. — [981, 1565, 1106, 1744]
section-rule — [441, 641, 536, 642]
verse-line: The taste of my 'tongue' is quite 'raw'; — [292, 1321, 407, 1331]
column-8 — [977, 50, 1110, 1744]
column-rule — [695, 50, 696, 1538]
news-paragraph: Messrs Wellwood and Wellwood, the well-known land and estate agents, of Hastings, insert particulars of two Hawke's Bay properties, which have been placed in their hands for disposal. The first property consists of 300 acres of first class country partly flat and balance easy hills, situated a few miles from Napier. It is well sub-divided, and the buildings are all up-to-date. The place is advertised as a going concern, and details of stock, implements, furniture, price, and terms may be obtained on application to the agents. Another property for immediate sale is 2000 acres of 2 storey country in another part of Hawke's Bay. The owner is disposing of this owing to ill-health. The price asked is only £8 per acre. The firm have numerous other properties on their books, particulars of which they will be pleased to forward to anyone on application. — [147, 160, 274, 398]
dresden-sale-line: Special Sale. — [491, 1258, 530, 1268]
friday-mail-australia: Australian States, due Sydney 16th August, per Manuka, at 8.45 a.m. — [981, 1254, 1106, 1274]
draw-line: Carterton A. v. Excelsior B. — [585, 1077, 670, 1087]
personal-paragraph: Yesterday Sir Joseph Ward despatched a cable message to Sir Wilfred Laurier expressing his regret at the injuries the Canadian Prime Minister had received in the railway accident last week. The Prime Minister has also cabled congratulations to Lord Strathcona on the anniversary of his ninetieth birthday. — [147, 780, 274, 869]
glebe-island-heading: GLEBE ISLAND SLAUGHTERMEN. — [448, 84, 529, 105]
ad-text: Never allow a cold to run its course. You often do harm to the lungs by waiting before you see a doctor. The first action when you have a cold should be to take Chamberlain's Cough Remedy. It quickly relieves the cough, liquefies the tough mucus and opens the secretions. A complete cure soon follows. Sold by all chemists and storekeepers. — [16, 1689, 127, 1780]
weights-continued: Kolobol 10.6, Faunus 10.5, Balaclava 10.4, Mauiio and Bonny Glen 10.3, Sea King, Fair d'Or, and Dreadless 10.2, Mon Ami, Miss Doric 10.0, Passion 9.13, Braemoor 9.11, Scotch Plaid 9.10, Rock Ferry 9.7, Ivey 9.6, Stourton 9.5, Fisticuff 9.2, Mauilius, Zetland, Adage, St. Felix, Cashier, Bourbon, Incohomy and Merry Lass 9.0. — [981, 50, 1106, 149]
mail-paragraph: For Canterbury and Otago daily; close at 4.5 p.m. — [981, 935, 1106, 955]
dresden-footer: SPECIAL INSTRUMENTS. Write for particulars and terms. "THE DRESDEN," Masterton. — [443, 1352, 534, 1389]
news-paragraph: The Wellington Farmers' Meat Co. only have received an encouraging letter from their London agents, in which numerous valuable suggestions are made. It is confidently anticipated that, with judicious handling, a good market is open to frozen meat from this Company's brand. — [8, 573, 135, 652]
amusements-paragraph: The colonial programme drew another large audience to the Forester's Hall last night. 'The Life of Edward VII' is a piece of animated photography, and the excellent views of the late King and his consort drawn into the Procession was loved by his subjects. Nothing finer than 'Across Cycling' has ever been produced here so far as scenic pictures go. Lovers of thrill can get all they want in the marvellous performance of 'Madame Ferrensya' on the aerial trapeze. The dramatic subjects are above the average, and were highly appreciated, and the comedy film were full of exciting rollicking incidents. The whole programme will be produced for the last time to-night, being replaced by an entirely new list on Thursday. — [981, 180, 1106, 388]
draw-line: St. Matthew's B. v. Excelsior A. — [579, 1131, 676, 1141]
section-rule — [580, 338, 675, 339]
draw-line: Carterton A. v. Excelsior. — [589, 883, 666, 893]
section-rule — [997, 605, 1090, 606]
col1-paragraphs — [8, 50, 135, 1661]
